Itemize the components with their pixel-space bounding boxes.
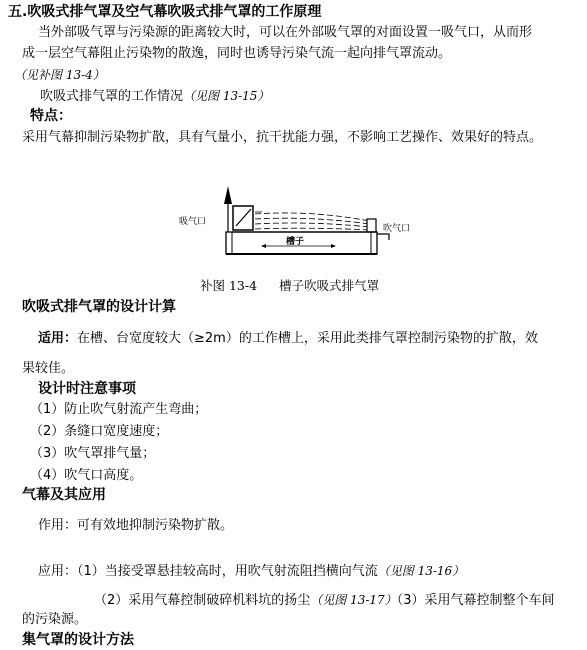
function-text: 作用：可有效地抑制污染物扩散。 — [38, 518, 234, 533]
figure-reference: （见图 13-16） — [377, 564, 465, 578]
figure-reference: （见图 13-17） — [310, 593, 397, 607]
suction-port-label: 吸气口 — [179, 217, 207, 227]
application-line — [38, 563, 464, 580]
figure-reference: （见图 13-15） — [183, 89, 270, 103]
application-text: 应用：（1）当接受罩悬挂较高时，用吹气射流阻挡横向气流 — [38, 564, 378, 579]
applicable-line — [38, 331, 538, 347]
caption-text: 槽子吹吸式排气罩 — [279, 278, 380, 293]
blow-port-label: 吹气口 — [383, 224, 411, 234]
paragraph-line: 成一层空气幕阻止污染物的散逸，同时也诱导污染气流一起向排气罩流动。 — [22, 46, 452, 61]
section-title: 五.吹吸式排气罩及空气幕吹吸式排气罩的工作原理 — [8, 4, 322, 20]
paragraph-line: 当外部吸气罩与污染源的距离较大时，可以在外部吸气罩的对面设置一吸气口，从而形 — [38, 25, 533, 40]
note-item: （4）吹气口高度。 — [30, 468, 143, 483]
figure-reference: （见补图 13-4） — [14, 68, 105, 82]
design-heading: 吹吸式排气罩的设计计算 — [22, 299, 176, 315]
hood-diagram — [0, 0, 587, 300]
application-text: （3）采用气幕控制整个车间 — [396, 593, 555, 608]
application-text: （2）采用气幕控制破碎机料坑的扬尘 — [94, 593, 311, 608]
caption-number: 补图 13-4 — [200, 278, 258, 293]
applicable-text: 在槽、台宽度较大（≥2m）的工作槽上，采用此类排气罩控制污染物的扩散，效 — [77, 331, 538, 346]
features-heading: 特点： — [30, 108, 72, 124]
application-line: 的污染源。 — [22, 612, 88, 627]
work-text: 吹吸式排气罩的工作情况 — [40, 89, 184, 104]
applicable-line: 果较佳。 — [22, 361, 75, 376]
notes-heading: 设计时注意事项 — [38, 381, 136, 397]
applicable-label: 适用： — [38, 331, 78, 346]
curtain-heading: 气幕及其应用 — [22, 487, 106, 503]
note-item: （2）条缝口宽度速度； — [30, 424, 169, 439]
tank-label: 槽子 — [286, 237, 305, 247]
figure-caption — [200, 278, 379, 294]
note-item: （1）防止吹气射流产生弯曲； — [30, 402, 208, 417]
note-item: （3）吹气罩排气量； — [30, 446, 156, 461]
application-line — [94, 592, 554, 609]
features-text: 采用气幕抑制污染物扩散，具有气量小，抗干扰能力强，不影响工艺操作、效果好的特点。 — [22, 130, 543, 145]
next-heading: 集气罩的设计方法 — [22, 632, 134, 648]
